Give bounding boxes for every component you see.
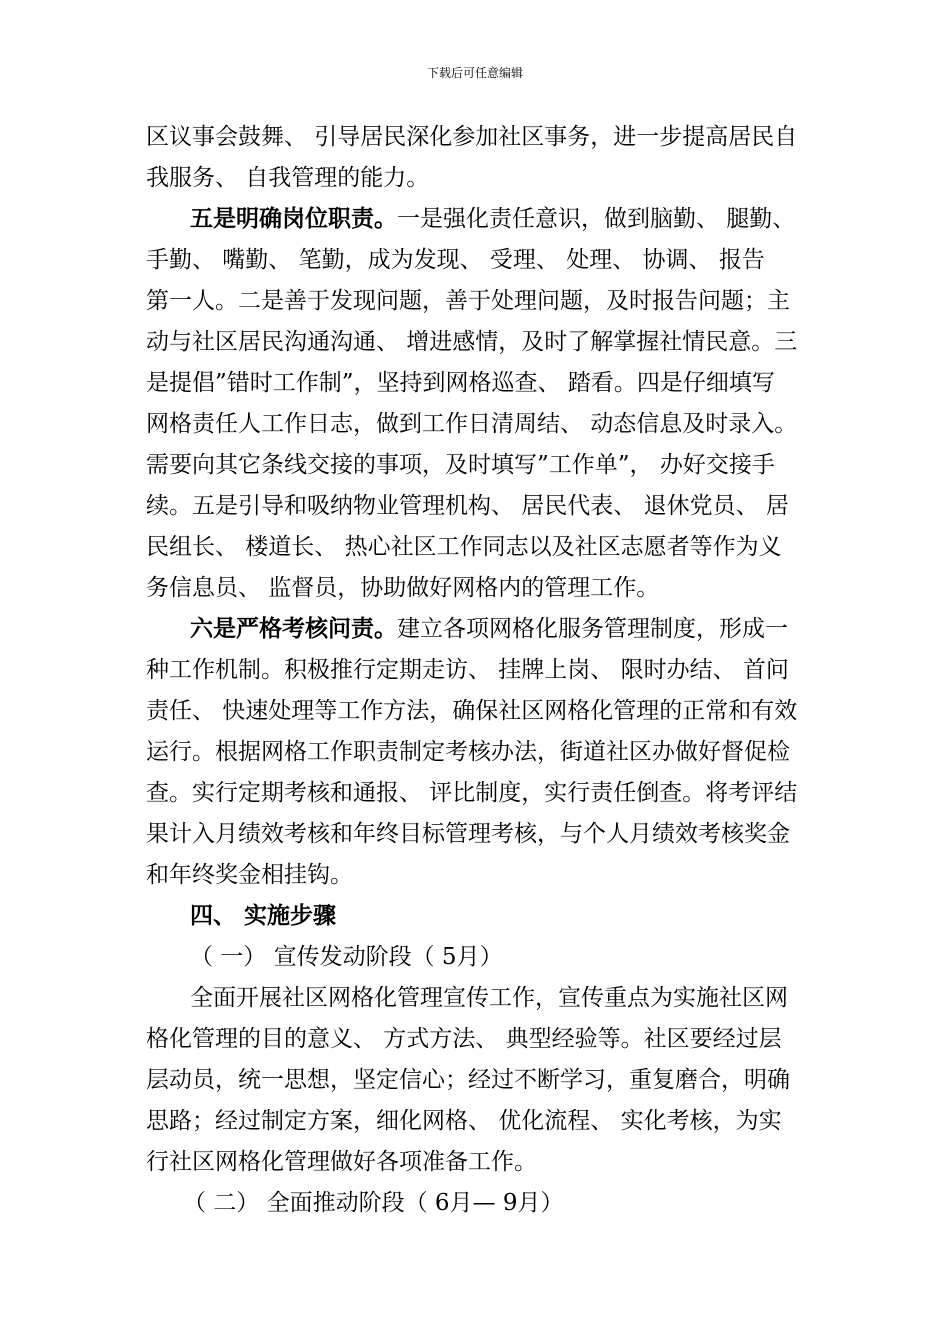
step-1-heading: （ 一） 宣传发动阶段（ 5月） xyxy=(190,944,503,970)
text-line: 区议事会鼓舞、 引导居民深化参加社区事务，进一步提高居民自 xyxy=(146,124,798,150)
text-line: 网格责任人工作日志，做到工作日清周结、 动态信息及时录入。 xyxy=(146,411,798,437)
text-line: 务信息员、 监督员，协助做好网格内的管理工作。 xyxy=(146,575,660,601)
text-line: 需要向其它条线交接的事项，及时填写”工作单”， 办好交接手 xyxy=(146,452,775,478)
paragraph-6-first-line xyxy=(190,612,788,646)
paragraph-5-first-line xyxy=(190,202,795,236)
text-line: 行社区网格化管理做好各项准备工作。 xyxy=(146,1149,537,1175)
text-line: 责任、 快速处理等工作方法，确保社区网格化管理的正常和有效 xyxy=(146,698,798,724)
text-line: 是提倡”错时工作制”，坚持到网格巡查、 踏看。四是仔细填写 xyxy=(146,370,775,396)
paragraph-6-lead: 建立各项网格化服务管理制度，形成一 xyxy=(397,616,788,642)
paragraph-6-heading: 六是严格考核问责。 xyxy=(190,615,397,642)
page-header: 下载后可任意编辑 xyxy=(426,66,523,80)
text-line: 运行。根据网格工作职责制定考核办法，街道社区办做好督促检 xyxy=(146,739,790,765)
text-line: 种工作机制。积极推行定期走访、 挂牌上岗、 限时办结、 首问 xyxy=(146,657,789,683)
text-line: 我服务、 自我管理的能力。 xyxy=(146,165,430,191)
section-heading: 四、 实施步骤 xyxy=(190,902,337,929)
text-line: 手勤、 嘴勤、 笔勤，成为发现、 受理、 处理、 协调、 报告 xyxy=(146,247,765,273)
text-line: 层动员，统一思想，坚定信心；经过不断学习，重复磨合，明确 xyxy=(146,1067,790,1093)
text-line: 民组长、 楼道长、 热心社区工作同志以及社区志愿者等作为义 xyxy=(146,534,782,560)
paragraph-5-heading: 五是明确岗位职责。 xyxy=(190,205,397,232)
text-line: 动与社区居民沟通沟通、 增进感情，及时了解掌握社情民意。三 xyxy=(146,329,798,355)
text-line: 格化管理的目的意义、 方式方法、 典型经验等。社区要经过层 xyxy=(146,1026,782,1052)
text-line: 查。实行定期考核和通报、 评比制度，实行责任倒查。将考评结 xyxy=(146,780,798,806)
text-line: 续。五是引导和吸纳物业管理机构、 居民代表、 退休党员、 居 xyxy=(146,493,789,519)
step-2-heading: （ 二） 全面推动阶段（ 6月— 9月） xyxy=(183,1190,564,1216)
text-line: 思路；经过制定方案，细化网格、 优化流程、 实化考核，为实 xyxy=(146,1108,782,1134)
text-line: 果计入月绩效考核和年终目标管理考核，与个人月绩效考核奖金 xyxy=(146,821,790,847)
text-line: 全面开展社区网格化管理宣传工作，宣传重点为实施社区网 xyxy=(190,985,788,1011)
text-line: 第一人。二是善于发现问题，善于处理问题，及时报告问题；主 xyxy=(146,288,790,314)
text-line: 和年终奖金相挂钩。 xyxy=(146,862,353,888)
paragraph-5-lead: 一是强化责任意识，做到脑勤、 腿勤、 xyxy=(397,206,796,232)
